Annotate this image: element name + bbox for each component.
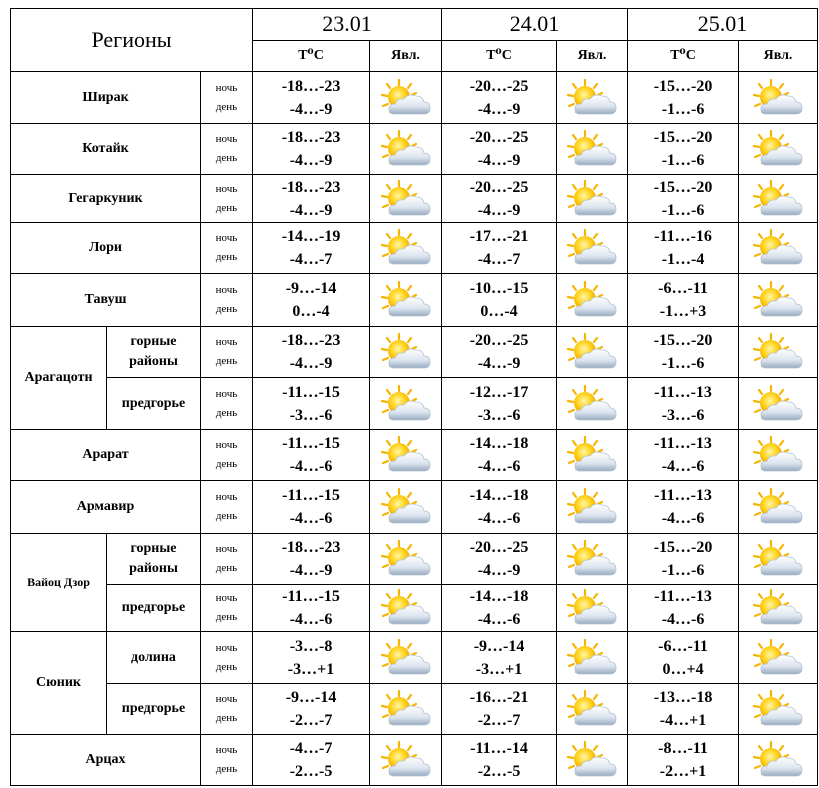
day-temperature: -4…-7 [289,251,333,268]
phenomena-header: Явл. [557,40,628,72]
night-label: ночь [215,232,238,244]
region-name: Вайоц Дзор [11,534,107,632]
region-name: Сюник [11,632,107,735]
day-temperature: -3…+1 [475,660,523,678]
temperature-cell [253,124,370,175]
night-temperature: -12…-17 [469,383,529,401]
weather-cell [557,735,628,786]
temperature-cell [442,632,557,684]
day-temperature: -4…+1 [659,712,707,729]
subregion-name: горные районы [107,534,201,585]
temperature-cell [442,585,557,632]
sun-behind-cloud-icon [370,179,441,219]
day-temperature: -3…+1 [287,660,335,678]
sun-behind-cloud-icon [370,384,441,424]
night-temperature: -20…-25 [469,539,529,556]
night-temperature: -18…-23 [281,178,341,196]
day-label: день [215,100,238,113]
night-temperature: -11…-15 [282,588,340,605]
weather-cell [739,378,818,430]
day-temperature: -4…-7 [477,251,521,268]
night-temperature: -11…-15 [282,435,340,452]
temperature-cell [442,735,557,786]
day-temperature: -4…-6 [289,510,333,527]
table-row [11,430,818,481]
weather-cell [370,735,442,786]
temperature-cell [442,534,557,585]
night-temperature: -17…-21 [469,228,529,245]
sun-behind-cloud-icon [557,129,627,169]
temperature-cell [253,684,370,735]
day-temperature: -4…-9 [477,100,521,118]
weather-cell [739,274,818,327]
day-label: день [215,303,238,315]
region-name: Арагацотн [11,327,107,430]
day-label: день [215,562,238,574]
sun-behind-cloud-icon [557,638,627,678]
sun-behind-cloud-icon [739,179,817,219]
temperature-cell [628,378,739,430]
night-temperature: -11…-15 [282,487,340,504]
weather-cell [739,534,818,585]
day-temperature: -4…-9 [289,355,333,372]
sun-behind-cloud-icon [557,228,627,268]
weather-cell [370,481,442,534]
table-row [11,175,818,223]
night-label: ночь [215,81,238,94]
temperature-cell [253,327,370,378]
night-temperature: -14…-18 [469,588,529,605]
day-temperature: -3…-6 [661,406,705,424]
table-row [11,72,818,124]
night-temperature: -11…-14 [470,740,528,757]
weather-cell [557,684,628,735]
subregion-name: предгорье [107,378,201,430]
night-temperature: -14…-18 [469,435,529,452]
day-temperature: -2…+1 [659,763,707,780]
weather-cell [739,632,818,684]
temperature-cell [253,534,370,585]
weather-cell [739,72,818,124]
temperature-cell [253,735,370,786]
temperature-cell [628,585,739,632]
weather-cell [557,632,628,684]
night-temperature: -11…-13 [654,588,712,605]
temperature-cell [628,684,739,735]
sun-behind-cloud-icon [739,228,817,268]
day-temperature: -1…-6 [661,201,705,219]
night-temperature: -15…-20 [653,77,713,95]
day-label: день [215,712,238,724]
subregion-name: предгорье [107,684,201,735]
day-temperature: -1…+3 [659,303,707,320]
sun-behind-cloud-icon [739,332,817,372]
sun-behind-cloud-icon [557,78,627,118]
weather-cell [370,175,442,223]
sun-behind-cloud-icon [370,129,441,169]
sun-behind-cloud-icon [370,435,441,475]
night-temperature: -10…-15 [469,280,529,297]
sun-behind-cloud-icon [557,487,627,527]
sun-behind-cloud-icon [370,228,441,268]
weather-cell [739,175,818,223]
day-label: день [215,355,238,367]
regions-header: Регионы [11,9,253,72]
night-day-label [201,481,253,534]
night-day-label [201,632,253,684]
day-temperature: -2…-7 [477,712,521,729]
night-label: ночь [215,133,238,145]
night-temperature: -11…-13 [654,435,712,452]
night-temperature: -11…-13 [654,487,712,504]
day-temperature: -1…-6 [661,152,705,169]
day-temperature: -4…-9 [289,152,333,169]
weather-cell [739,585,818,632]
weather-cell [370,327,442,378]
forecast-table [10,8,818,786]
day-temperature: -4…-9 [289,201,333,219]
table-row [11,684,818,735]
night-label: ночь [215,491,238,503]
weather-cell [370,684,442,735]
temperature-cell [442,223,557,274]
date-header: 25.01 [628,9,818,41]
temperature-cell [628,274,739,327]
sun-behind-cloud-icon [739,487,817,527]
night-label: ночь [215,387,238,400]
weather-cell [370,124,442,175]
table-row [11,378,818,430]
weather-cell [739,735,818,786]
day-temperature: -4…-6 [661,458,705,475]
temperature-cell [628,430,739,481]
day-temperature: -4…-9 [477,152,521,169]
region-name: Арцах [11,735,201,786]
sun-behind-cloud-icon [557,740,627,780]
phenomena-header: Явл. [739,40,818,72]
sun-behind-cloud-icon [370,280,441,320]
night-temperature: -20…-25 [469,332,529,349]
temperature-cell [442,175,557,223]
temperature-cell [628,735,739,786]
day-temperature: -4…-6 [477,458,521,475]
day-label: день [215,201,238,214]
sun-behind-cloud-icon [739,740,817,780]
table-row [11,327,818,378]
weather-cell [557,430,628,481]
night-day-label [201,124,253,175]
sun-behind-cloud-icon [739,689,817,729]
sun-behind-cloud-icon [739,280,817,320]
temperature-header: T⁰C [442,40,557,72]
night-label: ночь [215,641,238,654]
day-label: день [215,763,238,775]
region-name: Ширак [11,72,201,124]
day-temperature: -4…-6 [289,611,333,628]
weather-cell [370,632,442,684]
temperature-cell [442,481,557,534]
sun-behind-cloud-icon [370,588,441,628]
weather-cell [557,223,628,274]
sun-behind-cloud-icon [739,539,817,579]
temperature-cell [442,327,557,378]
day-temperature: -4…-9 [477,562,521,579]
night-temperature: -20…-25 [469,129,529,146]
weather-cell [739,684,818,735]
night-temperature: -13…-18 [653,689,713,706]
weather-cell [739,327,818,378]
night-day-label [201,585,253,632]
sun-behind-cloud-icon [370,740,441,780]
night-temperature: -3…-8 [289,637,333,655]
day-label: день [215,660,238,673]
night-temperature: -15…-20 [653,129,713,146]
temperature-cell [442,72,557,124]
subregion-name: долина [107,632,201,684]
sun-behind-cloud-icon [557,384,627,424]
temperature-header: T⁰C [628,40,739,72]
sun-behind-cloud-icon [370,689,441,729]
night-temperature: -15…-20 [653,178,713,196]
temperature-cell [253,481,370,534]
night-temperature: -20…-25 [469,77,529,95]
night-label: ночь [215,182,238,195]
day-temperature: 0…-4 [480,303,518,320]
region-name: Арарат [11,430,201,481]
weather-cell [370,72,442,124]
temperature-cell [628,327,739,378]
day-temperature: 0…+4 [662,660,704,678]
weather-cell [739,481,818,534]
day-label: день [215,152,238,164]
temperature-cell [253,274,370,327]
night-label: ночь [215,439,238,451]
night-temperature: -15…-20 [653,332,713,349]
region-name: Армавир [11,481,201,534]
night-temperature: -16…-21 [469,689,529,706]
day-label: день [215,406,238,419]
day-temperature: -3…-6 [289,406,333,424]
table-row [11,223,818,274]
night-temperature: -18…-23 [281,129,341,146]
day-temperature: -4…-6 [661,510,705,527]
table-row [11,632,818,684]
date-header: 23.01 [253,9,442,41]
night-day-label [201,175,253,223]
weather-cell [370,430,442,481]
day-temperature: -2…-5 [477,763,521,780]
table-row [11,274,818,327]
weather-cell [557,534,628,585]
night-temperature: -11…-15 [282,383,340,401]
day-temperature: -2…-7 [289,712,333,729]
night-temperature: -9…-14 [473,637,525,655]
weather-cell [557,585,628,632]
weather-cell [370,274,442,327]
weather-cell [370,223,442,274]
sun-behind-cloud-icon [739,78,817,118]
temperature-cell [442,430,557,481]
day-label: день [215,458,238,470]
night-temperature: -8…-11 [658,740,708,757]
temperature-cell [253,430,370,481]
temperature-cell [253,378,370,430]
temperature-cell [628,534,739,585]
night-label: ночь [215,336,238,348]
day-temperature: -1…-6 [661,562,705,579]
night-day-label [201,327,253,378]
sun-behind-cloud-icon [739,638,817,678]
day-temperature: -2…-5 [289,763,333,780]
weather-cell [557,327,628,378]
day-label: день [215,510,238,522]
sun-behind-cloud-icon [739,588,817,628]
weather-cell [557,72,628,124]
sun-behind-cloud-icon [557,280,627,320]
day-temperature: -1…-6 [661,100,705,118]
table-row [11,585,818,632]
night-temperature: -6…-11 [658,637,708,655]
day-temperature: -4…-6 [289,458,333,475]
night-day-label [201,534,253,585]
weather-cell [557,124,628,175]
date-header: 24.01 [442,9,628,41]
phenomena-header: Явл. [370,40,442,72]
temperature-cell [628,72,739,124]
table-row [11,735,818,786]
sun-behind-cloud-icon [370,638,441,678]
table-row [11,124,818,175]
temperature-cell [442,124,557,175]
weather-cell [739,124,818,175]
region-name: Котайк [11,124,201,175]
weather-cell [739,430,818,481]
day-temperature: -4…-9 [289,562,333,579]
day-temperature: -4…-6 [477,611,521,628]
weather-cell [370,378,442,430]
table-row [11,481,818,534]
sun-behind-cloud-icon [557,435,627,475]
night-temperature: -18…-23 [281,539,341,556]
night-day-label [201,378,253,430]
weather-cell [557,274,628,327]
temperature-cell [628,124,739,175]
temperature-cell [628,481,739,534]
temperature-cell [253,632,370,684]
weather-cell [557,175,628,223]
night-temperature: -11…-13 [654,383,712,401]
temperature-cell [628,632,739,684]
night-label: ночь [215,592,238,604]
night-temperature: -9…-14 [285,689,337,706]
night-temperature: -6…-11 [658,280,708,297]
sun-behind-cloud-icon [370,332,441,372]
night-label: ночь [215,543,238,555]
sun-behind-cloud-icon [739,384,817,424]
night-temperature: -9…-14 [285,280,337,297]
night-label: ночь [215,284,238,296]
temperature-header: T⁰C [253,40,370,72]
night-label: ночь [215,744,238,756]
night-label: ночь [215,693,238,705]
region-name: Лори [11,223,201,274]
temperature-cell [442,378,557,430]
day-temperature: -4…-6 [661,611,705,628]
subregion-name: предгорье [107,585,201,632]
night-day-label [201,223,253,274]
temperature-cell [442,684,557,735]
night-day-label [201,735,253,786]
night-day-label [201,684,253,735]
night-temperature: -15…-20 [653,539,713,556]
night-temperature: -14…-19 [281,228,341,245]
weather-cell [370,585,442,632]
temperature-cell [442,274,557,327]
night-day-label [201,72,253,124]
day-temperature: -4…-6 [477,510,521,527]
temperature-cell [253,175,370,223]
table-row [11,534,818,585]
day-temperature: -4…-9 [477,355,521,372]
temperature-cell [628,223,739,274]
sun-behind-cloud-icon [557,332,627,372]
weather-cell [557,481,628,534]
day-temperature: -1…-6 [661,355,705,372]
sun-behind-cloud-icon [557,179,627,219]
day-temperature: 0…-4 [292,303,330,320]
night-day-label [201,274,253,327]
subregion-name: горные районы [107,327,201,378]
weather-cell [370,534,442,585]
sun-behind-cloud-icon [557,689,627,729]
night-temperature: -4…-7 [289,740,333,757]
night-temperature: -18…-23 [281,332,341,349]
sun-behind-cloud-icon [739,435,817,475]
temperature-cell [253,585,370,632]
night-temperature: -20…-25 [469,178,529,196]
night-day-label [201,430,253,481]
temperature-cell [628,175,739,223]
region-name: Тавуш [11,274,201,327]
sun-behind-cloud-icon [557,539,627,579]
forecast-body [11,72,818,786]
sun-behind-cloud-icon [557,588,627,628]
sun-behind-cloud-icon [370,487,441,527]
day-label: день [215,251,238,263]
sun-behind-cloud-icon [739,129,817,169]
temperature-cell [253,72,370,124]
weather-cell [739,223,818,274]
temperature-cell [253,223,370,274]
night-temperature: -18…-23 [281,77,341,95]
day-temperature: -1…-4 [661,251,705,268]
day-temperature: -3…-6 [477,406,521,424]
day-temperature: -4…-9 [477,201,521,219]
region-name: Гегаркуник [11,175,201,223]
day-temperature: -4…-9 [289,100,333,118]
sun-behind-cloud-icon [370,539,441,579]
night-temperature: -14…-18 [469,487,529,504]
weather-cell [557,378,628,430]
night-temperature: -11…-16 [654,228,712,245]
day-label: день [215,611,238,623]
sun-behind-cloud-icon [370,78,441,118]
